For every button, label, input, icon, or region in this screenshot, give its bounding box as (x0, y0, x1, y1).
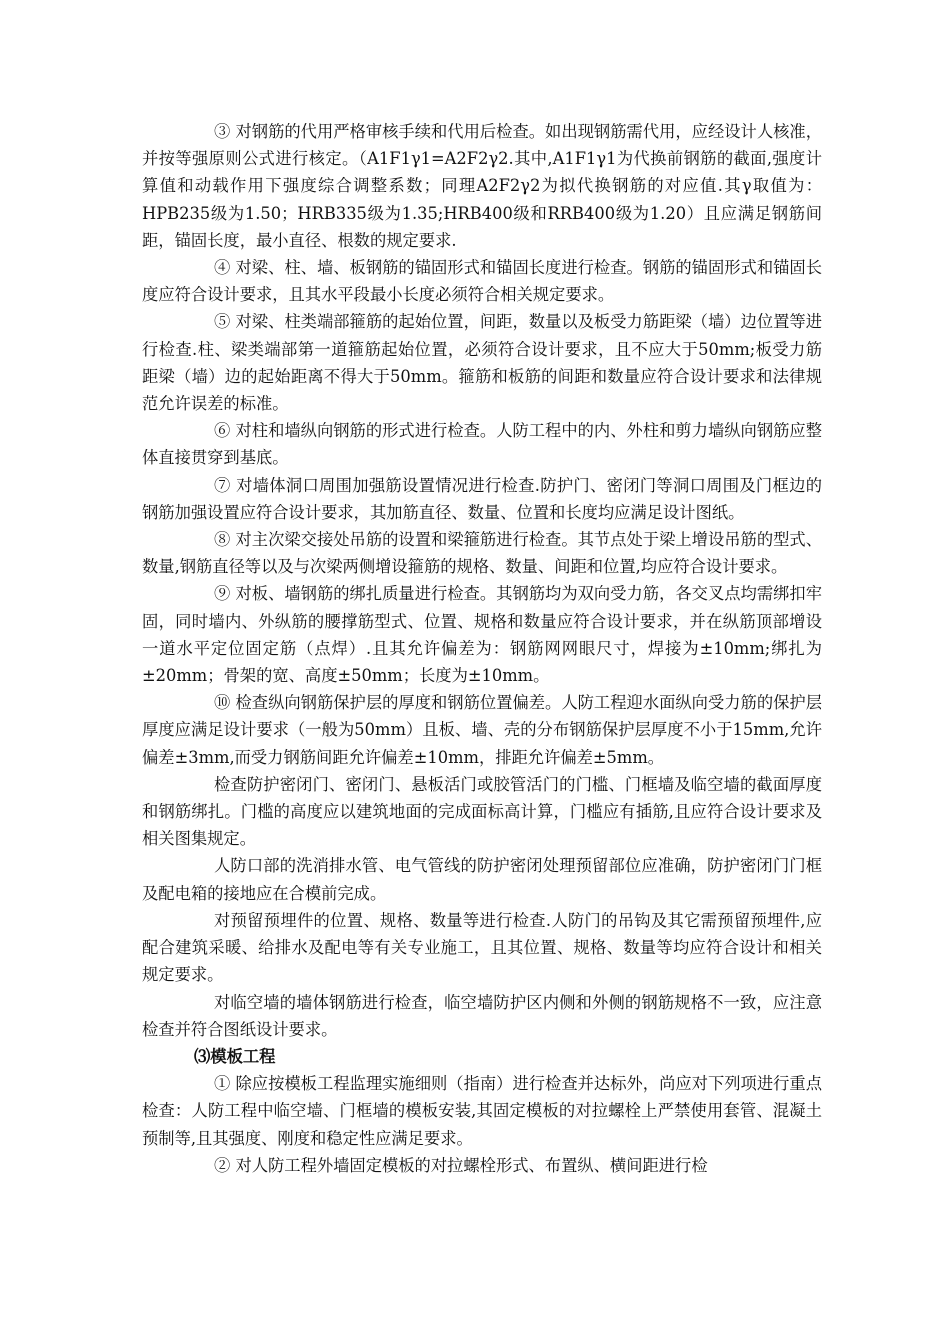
paragraph-4-anchorage: ④ 对梁、柱、墙、板钢筋的锚固形式和锚固长度进行检查。钢筋的锚固形式和锚固长度应符合设计要求，且其水平段最小长度必须符合相关规定要求。 (142, 258, 822, 305)
paragraph-7-opening-reinforcement: ⑦ 对墙体洞口周围加强筋设置情况进行检查.防护门、密闭门等洞口周围及门框边的钢筋加强设置应符合设计要求，其加筋直径、数量、位置和长度均应满足设计图纸。 (142, 475, 822, 522)
document-body (142, 118, 822, 1179)
paragraph-pipe-sealing: 人防口部的洗消排水管、电气管线的防护密闭处理预留部位应准确，防护密闭门门框及配电箱的接地应在合模前完成。 (142, 856, 822, 903)
paragraph-6-longitudinal-bars: ⑥ 对柱和墙纵向钢筋的形式进行检查。人防工程中的内、外柱和剪力墙纵向钢筋应整体直接贯穿到基底。 (142, 421, 822, 468)
paragraph-embedded-parts: 对预留预埋件的位置、规格、数量等进行检查.人防门的吊钩及其它需预留预埋件,应配合建筑采暖、给排水及配电等有关专业施工，且其位置、规格、数量等均应符合设计和相关规定要求。 (142, 910, 822, 985)
formwork-paragraph-2: ② 对人防工程外墙固定模板的对拉螺栓形式、布置纵、横间距进行检 (214, 1155, 708, 1175)
paragraph-10-cover-thickness: ⑩ 检查纵向钢筋保护层的厚度和钢筋位置偏差。人防工程迎水面纵向受力筋的保护层厚度应满足设计要求（一般为50mm）且板、墙、壳的分布钢筋保护层厚度不小于15mm,允许偏差±3mm,而受力钢筋间距允许偏差±10mm，排距允许偏差±5mm。 (142, 693, 822, 767)
paragraph-3-substitution: ③ 对钢筋的代用严格审核手续和代用后检查。如出现钢筋需代用，应经设计人核准，并按等强原则公式进行核定。（A1F1γ1=A2F2γ2.其中,A1F1γ1为代换前钢筋的截面,强度计算值和动载作用下强度综合调整系数；同理A2F2γ2为拟代换钢筋的对应值.其γ取值为：HPB235级为1.50；HRB335级为1.35;HRB400级和RRB400级为1.20）且应满足钢筋间距，锚固长度，最小直径、根数的规定要求. (142, 122, 822, 250)
paragraph-door-threshold: 检查防护密闭门、密闭门、悬板活门或胶管活门的门槛、门框墙及临空墙的截面厚度和钢筋绑扎。门槛的高度应以建筑地面的完成面标高计算，门槛应有插筋,且应符合设计要求及相关图集规定。 (142, 774, 822, 849)
paragraph-5-stirrups: ⑤ 对梁、柱类端部箍筋的起始位置，间距，数量以及板受力筋距梁（墙）边位置等进行检查.柱、梁类端部第一道箍筋起始位置，必须符合设计要求，且不应大于50mm;板受力筋距梁（墙）边的起始距离不得大于50mm。箍筋和板筋的间距和数量应符合设计要求和法律规范允许误差的标准。 (142, 312, 822, 414)
paragraph-9-binding-quality: ⑨ 对板、墙钢筋的绑扎质量进行检查。其钢筋均为双向受力筋，各交叉点均需绑扣牢固，同时墙内、外纵筋的腰撑筋型式、位置、规格和数量应符合设计要求，并在纵筋顶部增设一道水平定位固定筋（点焊）.且其允许偏差为：钢筋网网眼尺寸，焊接为±10mm;绑扎为±20mm；骨架的宽、高度±50mm；长度为±10mm。 (142, 584, 822, 686)
paragraph-8-hanger-bars: ⑧ 对主次梁交接处吊筋的设置和梁箍筋进行检查。其节点处于梁上增设吊筋的型式、数量,钢筋直径等以及与次梁两侧增设箍筋的规格、数量、间距和位置,均应符合设计要求。 (142, 530, 822, 577)
formwork-paragraph-1: ① 除应按模板工程监理实施细则（指南）进行检查并达标外，尚应对下列项进行重点检查：人防工程中临空墙、门框墙的模板安装,其固定模板的对拉螺栓上严禁使用套管、混凝土预制等,且其强度、刚度和稳定性应满足要求。 (142, 1074, 822, 1148)
paragraph-exposed-wall: 对临空墙的墙体钢筋进行检查，临空墙防护区内侧和外侧的钢筋规格不一致，应注意检查并符合图纸设计要求。 (142, 992, 822, 1039)
section-heading-formwork: ⑶模板工程 (194, 1046, 276, 1066)
